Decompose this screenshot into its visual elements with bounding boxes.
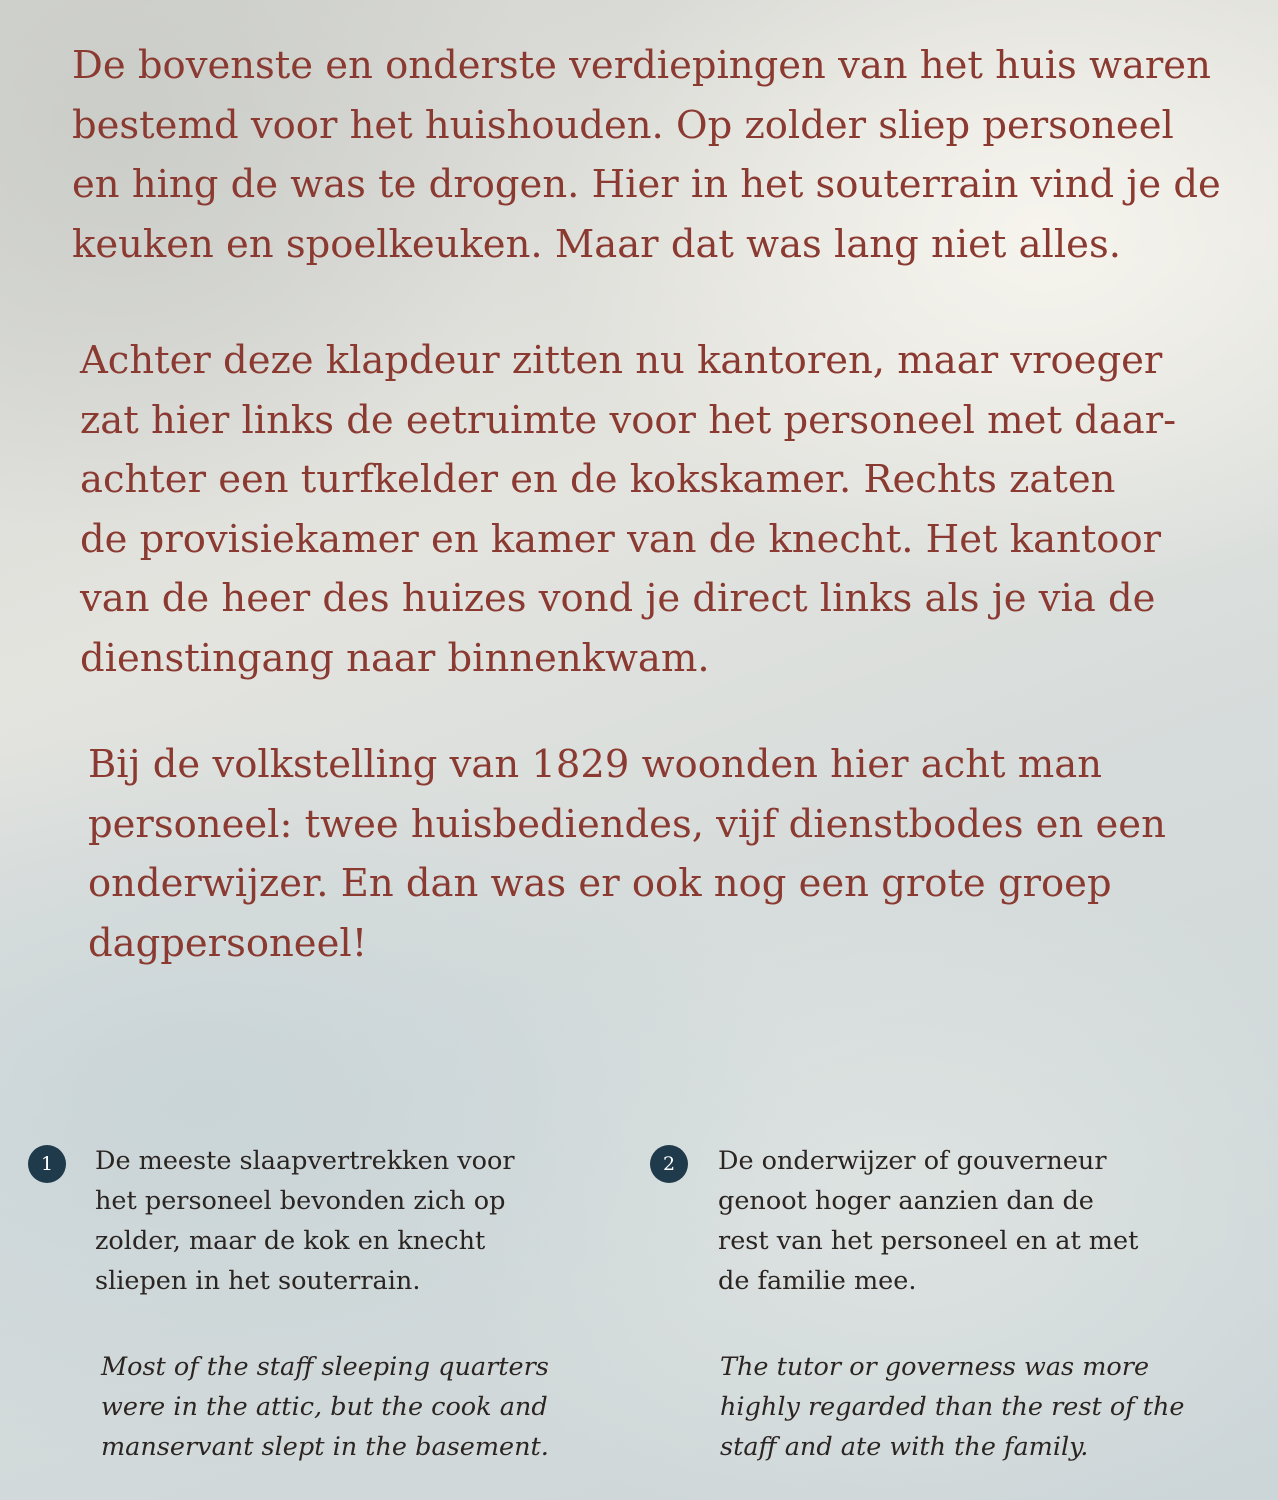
number-badge-2: 2 (650, 1145, 688, 1183)
rooms-paragraph: Achter deze klapdeur zitten nu kantoren, maar vroeger zat hier links de eetruimte voor het personeel met daar- achter een turfkelder en de kokskamer. Rechts zaten de provisiekamer en kamer van de knecht. Het kantoor van de heer des huizes vond je direct links als je via de dienstingang naar binnenkwam. (80, 338, 1177, 681)
intro-paragraph: De bovenste en onderste verdiepingen van het huis waren bestemd voor het huishouden. Op zolder sliep personeel en hing de was te drogen. Hier in het souterrain vind je de keuken en spoelkeuken. Maar dat was lang niet alles. (72, 43, 1221, 267)
footnote-2-dutch: De onderwijzer of gouverneur genoot hoger aanzien dan de rest van het personeel en at met de familie mee. (718, 1146, 1139, 1296)
number-badge-1: 1 (28, 1145, 66, 1183)
footnote-1-dutch: De meeste slaapvertrekken voor het personeel bevonden zich op zolder, maar de kok en knecht sliepen in het souterrain. (95, 1146, 515, 1296)
footnote-2-english: The tutor or governess was more highly regarded than the rest of the staff and ate with the family. (720, 1352, 1185, 1462)
census-paragraph: Bij de volkstelling van 1829 woonden hier acht man personeel: twee huisbediendes, vijf dienstbodes en een onderwijzer. En dan was er ook nog een grote groep dagpersoneel! (88, 742, 1166, 966)
footnote-1-english: Most of the staff sleeping quarters were in the attic, but the cook and manservant slept in the basement. (101, 1352, 549, 1462)
